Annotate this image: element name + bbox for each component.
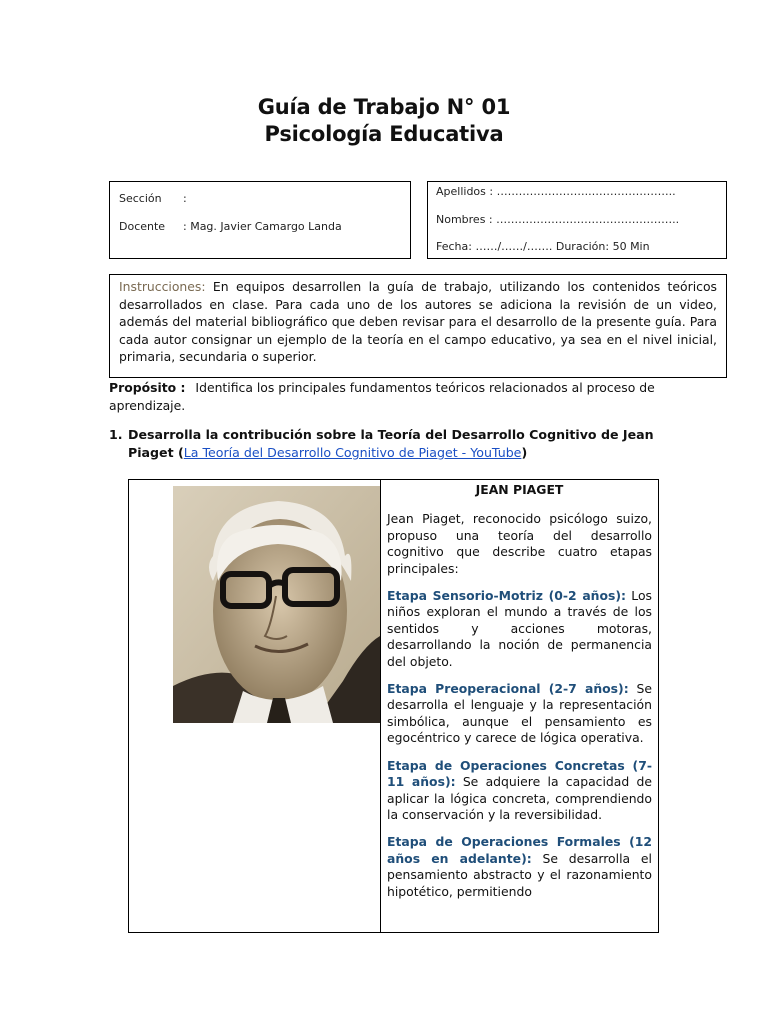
docente-value: : Mag. Javier Camargo Landa xyxy=(183,220,342,233)
stage-item xyxy=(387,681,652,747)
course-info-box xyxy=(109,181,411,259)
stage-description: Los niños exploran el mundo a través de los sentidos y acciones motoras, desarrollando la noción de permanencia del objeto. xyxy=(387,588,652,669)
question-text: Desarrolla la contribución sobre la Teoría del Desarrollo Cognitivo de Jean Piaget ( xyxy=(128,427,654,460)
piaget-intro: Jean Piaget, reconocido psicólogo suizo, propuso una teoría del desarrollo cognitivo que describe cuatro etapas principales: xyxy=(387,511,652,576)
column-divider xyxy=(380,480,381,933)
instructions-text: En equipos desarrollen la guía de trabajo, utilizando los contenidos teóricos desarrollados en clase. Para cada uno de los autores se adiciona la revisión de un video, además del material bibliográfico que deben revisar para el desarrollo de la presente guía. Para cada autor consignar un ejemplo de la teoría en el campo educativo, ya sea en el nivel inicial, primaria, secundaria o superior. xyxy=(119,279,717,365)
piaget-photo xyxy=(173,486,380,723)
stage-description: Se desarrolla el lenguaje y la representación simbólica, aunque el pensamiento es egocéntrico y carece de lógica operativa. xyxy=(387,681,652,746)
student-info-box xyxy=(427,181,727,259)
stage-name: Etapa de Operaciones Formales (12 años en adelante): xyxy=(387,834,652,866)
stage-name: Etapa Preoperacional (2-7 años): xyxy=(387,681,629,697)
stage-item xyxy=(387,588,652,670)
piaget-summary xyxy=(387,480,652,911)
instructions-label: Instrucciones: xyxy=(119,279,206,294)
seccion-label: Sección xyxy=(119,192,162,205)
author-heading: JEAN PIAGET xyxy=(475,482,564,497)
nombres-field[interactable]: Nombres : ………………………………………….. xyxy=(436,213,680,226)
stage-item xyxy=(387,758,652,824)
docente-label: Docente xyxy=(119,220,166,233)
purpose-label: Propósito : xyxy=(109,380,186,395)
fecha-duracion-field[interactable]: Fecha: ……/……/……. Duración: 50 Min xyxy=(436,240,650,253)
page-subtitle: Psicología Educativa xyxy=(264,122,504,146)
question-number: 1. xyxy=(109,427,123,442)
instructions-box xyxy=(109,274,727,378)
purpose-paragraph xyxy=(109,379,669,415)
stage-name: Etapa Sensorio-Motriz (0-2 años): xyxy=(387,588,627,604)
portrait-image xyxy=(173,486,380,723)
stage-description: Se desarrolla el pensamiento abstracto y el razonamiento hipotético, permitiendo xyxy=(387,850,652,899)
page-title: Guía de Trabajo N° 01 xyxy=(257,95,511,119)
seccion-value: : xyxy=(183,192,187,205)
question-close: ) xyxy=(521,445,528,460)
stage-item xyxy=(387,834,652,900)
apellidos-field[interactable]: Apellidos : ……………………..………………….. xyxy=(436,185,676,198)
stage-description: Se adquiere la capacidad de aplicar la lógica concreta, comprendiendo la conservación y la reversibilidad. xyxy=(387,774,652,822)
purpose-text: Identifica los principales fundamentos teóricos relacionados al proceso de aprendizaje. xyxy=(109,380,655,413)
youtube-link[interactable]: La Teoría del Desarrollo Cognitivo de Piaget - YouTube xyxy=(183,445,522,460)
stage-name: Etapa de Operaciones Concretas (7-11 años): xyxy=(387,757,652,790)
piaget-table xyxy=(128,479,659,933)
